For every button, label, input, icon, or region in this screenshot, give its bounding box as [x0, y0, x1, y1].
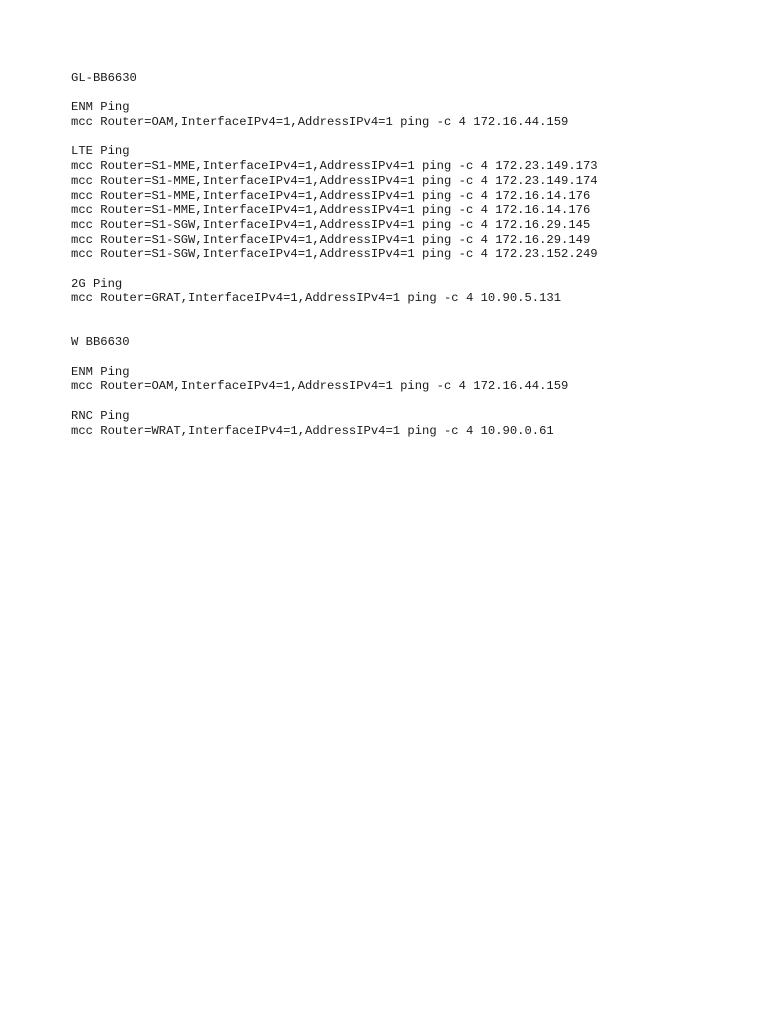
command-line: mcc Router=S1-SGW,InterfaceIPv4=1,AddressIPv4=1 ping -c 4 172.16.29.145 [71, 217, 591, 232]
group-title: 2G Ping [71, 276, 123, 291]
command-line: mcc Router=OAM,InterfaceIPv4=1,AddressIPv4=1 ping -c 4 172.16.44.159 [71, 115, 569, 130]
command-line: mcc Router=S1-MME,InterfaceIPv4=1,AddressIPv4=1 ping -c 4 172.23.149.173 [71, 159, 598, 174]
blank-line [71, 86, 751, 101]
command-line: mcc Router=S1-SGW,InterfaceIPv4=1,AddressIPv4=1 ping -c 4 172.16.29.149 [71, 232, 591, 247]
blank-line [71, 130, 751, 145]
document-page [71, 71, 751, 438]
command-line: mcc Router=GRAT,InterfaceIPv4=1,AddressIPv4=1 ping -c 4 10.90.5.131 [71, 291, 562, 306]
command-line: mcc Router=S1-MME,InterfaceIPv4=1,AddressIPv4=1 ping -c 4 172.16.14.176 [71, 203, 591, 218]
blank-line [71, 321, 751, 336]
group-title: ENM Ping [71, 364, 130, 379]
section-heading: W BB6630 [71, 335, 130, 350]
blank-line [71, 394, 751, 409]
command-line: mcc Router=WRAT,InterfaceIPv4=1,AddressIPv4=1 ping -c 4 10.90.0.61 [71, 423, 554, 438]
blank-line [71, 262, 751, 277]
command-line: mcc Router=OAM,InterfaceIPv4=1,AddressIPv4=1 ping -c 4 172.16.44.159 [71, 379, 569, 394]
command-line: mcc Router=S1-MME,InterfaceIPv4=1,AddressIPv4=1 ping -c 4 172.16.14.176 [71, 188, 591, 203]
command-line: mcc Router=S1-SGW,InterfaceIPv4=1,AddressIPv4=1 ping -c 4 172.23.152.249 [71, 247, 598, 262]
blank-line [71, 350, 751, 365]
group-title: LTE Ping [71, 144, 130, 159]
group-title: RNC Ping [71, 408, 130, 423]
command-line: mcc Router=S1-MME,InterfaceIPv4=1,AddressIPv4=1 ping -c 4 172.23.149.174 [71, 173, 598, 188]
group-title: ENM Ping [71, 100, 130, 115]
blank-line [71, 306, 751, 321]
section-heading: GL-BB6630 [71, 71, 137, 85]
